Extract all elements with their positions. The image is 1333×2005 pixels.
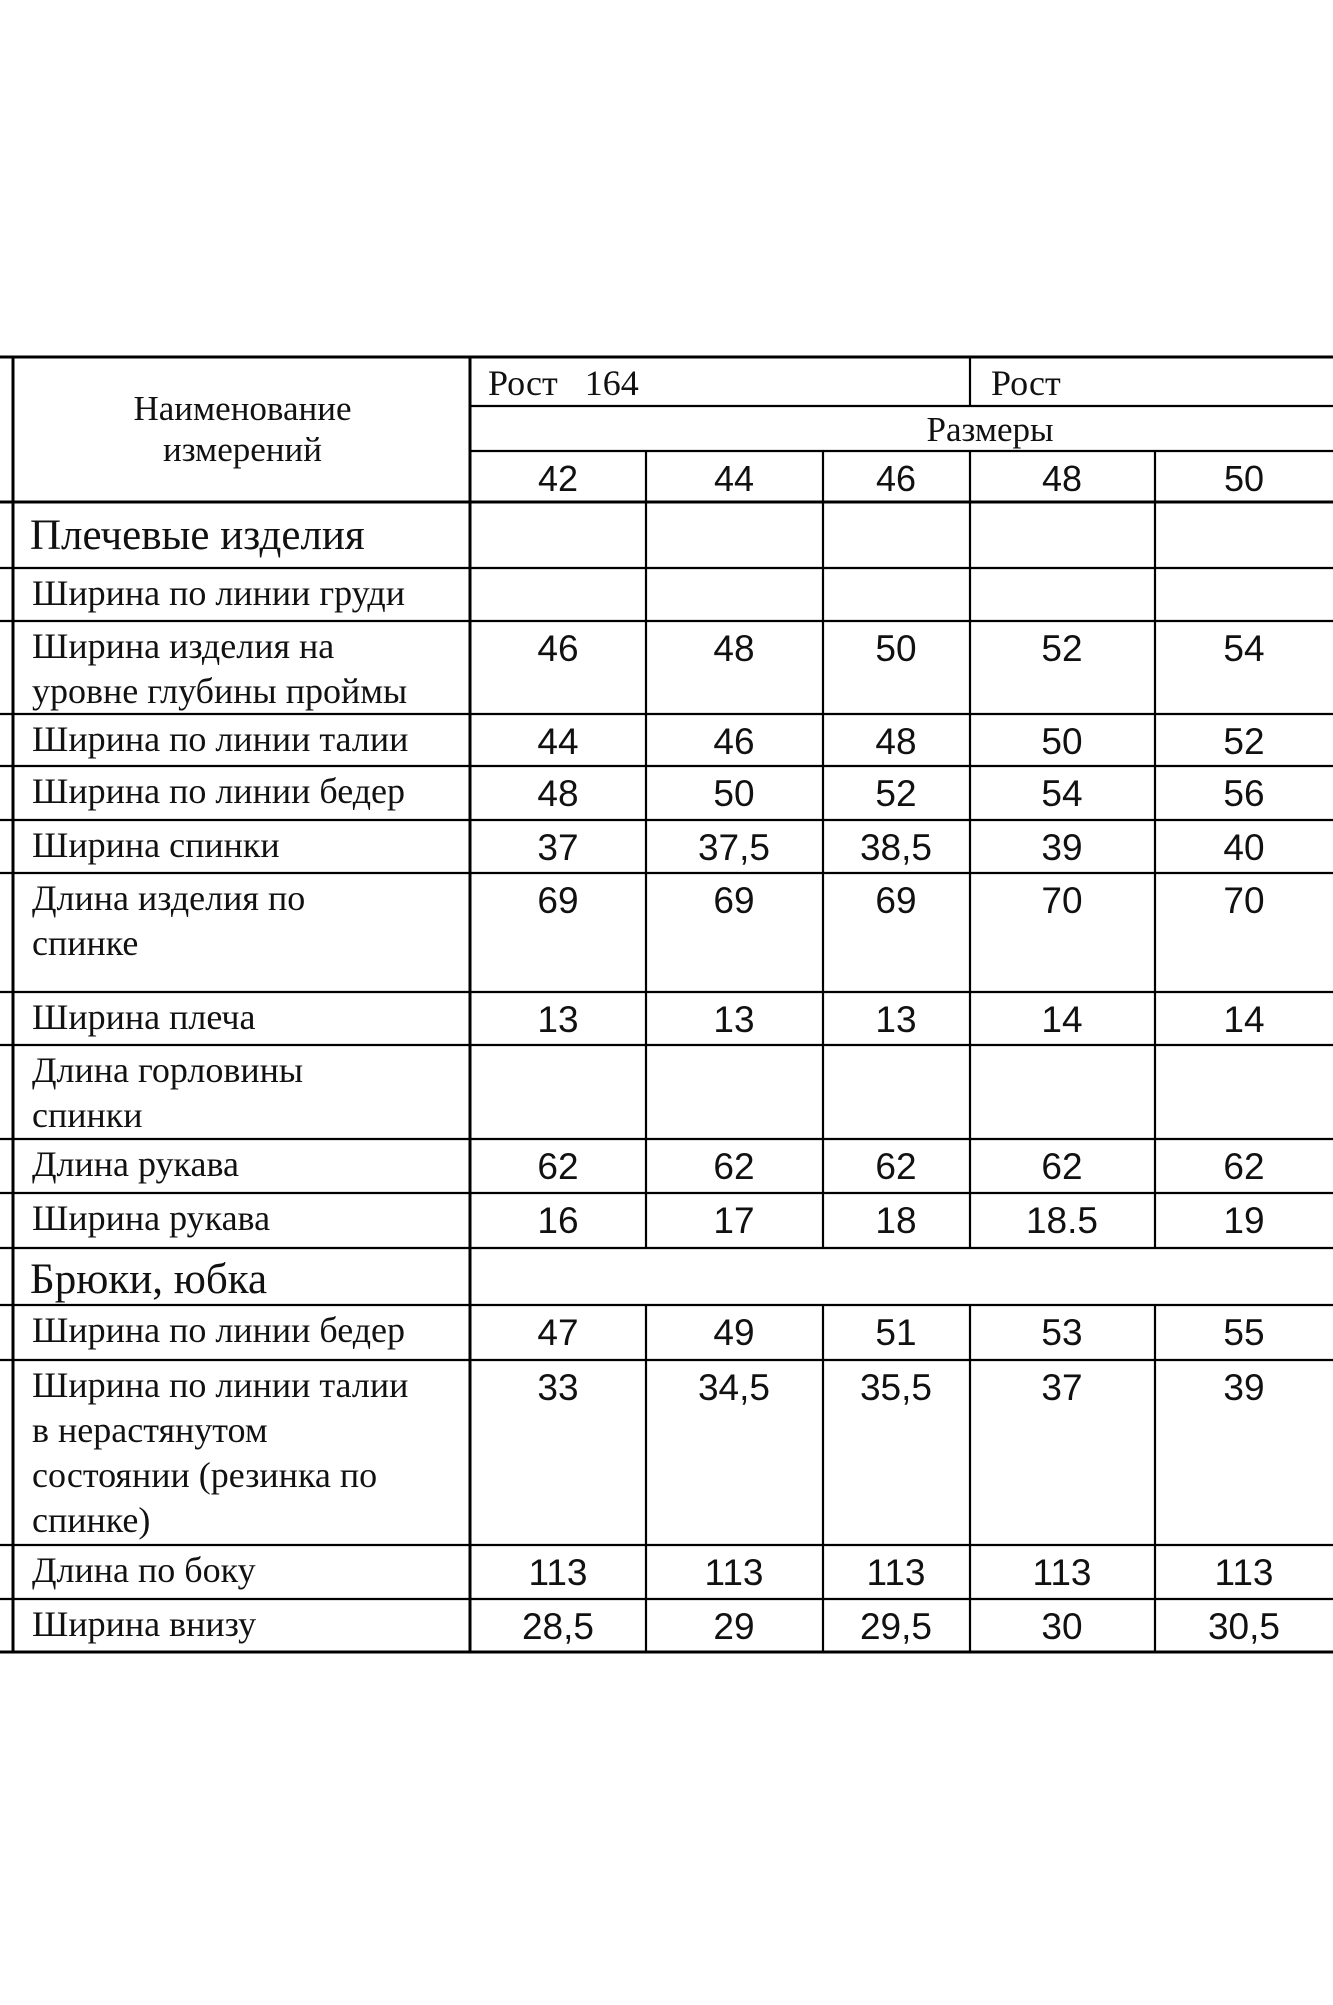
size-value-42: 47: [537, 1312, 579, 1353]
size-value-48: 62: [1041, 1146, 1083, 1187]
measurement-label-line: Ширина по линии бедер: [32, 1310, 406, 1350]
measurement-label-line: спинки: [32, 1095, 143, 1135]
measurement-label: [32, 625, 407, 715]
size-header-42: 42: [537, 458, 579, 499]
measurement-label-line: Ширина по линии талии: [32, 719, 409, 759]
measurement-label: [32, 1364, 408, 1544]
section-title-shoulder-garments: Плечевые изделия: [30, 512, 365, 559]
height-right-label: Рост: [991, 363, 1061, 403]
size-value-50: 113: [1214, 1552, 1274, 1593]
size-value-46: 38,5: [859, 827, 932, 868]
measurement-name-header-line1: Наименование: [133, 389, 352, 428]
measurement-label-line: Длина горловины: [32, 1050, 304, 1090]
size-value-44: 17: [713, 1200, 755, 1241]
measurement-label: [32, 1603, 256, 1648]
size-value-48: 52: [1041, 628, 1083, 669]
measurement-label: [32, 572, 405, 617]
size-value-42: 13: [537, 999, 579, 1040]
measurement-label: [32, 1143, 239, 1188]
measurement-name-header: [70, 388, 415, 471]
measurement-label-line: Ширина изделия на: [32, 626, 335, 666]
size-value-42: 33: [537, 1367, 579, 1408]
measurement-label-line: Ширина плеча: [32, 997, 256, 1037]
size-value-44: 49: [713, 1312, 755, 1353]
size-value-42: 37: [537, 827, 579, 868]
measurement-label-line: Ширина рукава: [32, 1198, 271, 1238]
size-value-46: 50: [875, 628, 917, 669]
size-value-50: 54: [1223, 628, 1265, 669]
size-value-44: 37,5: [697, 827, 770, 868]
measurement-label: [32, 1549, 256, 1594]
size-value-42: 46: [537, 628, 579, 669]
size-value-42: 62: [537, 1146, 579, 1187]
measurement-label: [32, 1197, 270, 1242]
size-value-44: 113: [704, 1552, 764, 1593]
measurement-label-line: спинке): [32, 1500, 151, 1540]
size-value-42: 16: [537, 1200, 579, 1241]
measurement-label-line: Длина по боку: [32, 1550, 256, 1590]
measurement-label: [32, 996, 256, 1041]
size-value-48: 30: [1041, 1606, 1083, 1647]
size-value-46: 113: [866, 1552, 926, 1593]
size-value-48: 53: [1041, 1312, 1083, 1353]
size-value-46: 69: [875, 880, 917, 921]
height-left-label: Рост 164: [488, 363, 639, 403]
measurement-label: [32, 824, 280, 869]
size-value-48: 39: [1041, 827, 1083, 868]
measurement-label-line: Ширина по линии бедер: [32, 771, 406, 811]
measurement-label: [32, 718, 408, 763]
size-value-44: 50: [713, 773, 755, 814]
size-value-50: 70: [1223, 880, 1265, 921]
size-value-50: 52: [1223, 721, 1265, 762]
size-value-50: 39: [1223, 1367, 1265, 1408]
size-value-44: 48: [713, 628, 755, 669]
size-header-50: 50: [1223, 458, 1265, 499]
size-value-48: 14: [1041, 999, 1083, 1040]
size-value-42: 44: [537, 721, 579, 762]
size-value-48: 50: [1041, 721, 1083, 762]
size-value-50: 14: [1223, 999, 1265, 1040]
size-value-44: 62: [713, 1146, 755, 1187]
size-value-44: 46: [713, 721, 755, 762]
measurement-label-line: Длина изделия по: [32, 878, 306, 918]
size-value-48: 54: [1041, 773, 1083, 814]
measurement-label: [32, 877, 305, 967]
size-value-46: 13: [875, 999, 917, 1040]
size-value-42: 69: [537, 880, 579, 921]
sizes-label: Размеры: [926, 410, 1054, 449]
size-value-46: 35,5: [859, 1367, 932, 1408]
measurement-name-header-line2: измерений: [163, 430, 322, 470]
size-value-46: 18: [875, 1200, 917, 1241]
measurement-label-line: спинке: [32, 923, 139, 963]
size-value-46: 51: [875, 1312, 917, 1353]
measurement-label-line: Ширина по линии груди: [32, 573, 405, 613]
measurement-label-line: Ширина спинки: [32, 825, 280, 865]
size-value-46: 48: [875, 721, 917, 762]
measurement-label-line: в нерастянутом: [32, 1410, 268, 1450]
size-value-50: 40: [1223, 827, 1265, 868]
size-value-48: 18.5: [1025, 1200, 1098, 1241]
measurement-label: [32, 1049, 303, 1139]
size-value-48: 37: [1041, 1367, 1083, 1408]
section-title-trousers-skirt: Брюки, юбка: [30, 1256, 268, 1303]
size-value-42: 113: [528, 1552, 588, 1593]
size-value-44: 69: [713, 880, 755, 921]
measurement-label: [32, 770, 405, 815]
size-header-46: 46: [875, 458, 917, 499]
measurement-label-line: Длина рукава: [32, 1144, 239, 1184]
size-value-48: 70: [1041, 880, 1083, 921]
size-value-50: 62: [1223, 1146, 1265, 1187]
size-value-46: 52: [875, 773, 917, 814]
size-value-44: 13: [713, 999, 755, 1040]
size-value-46: 62: [875, 1146, 917, 1187]
measurement-label-line: уровне глубины проймы: [32, 671, 408, 711]
measurement-label-line: Ширина по линии талии: [32, 1365, 409, 1405]
size-header-48: 48: [1041, 458, 1083, 499]
size-value-42: 28,5: [521, 1606, 594, 1647]
measurement-label: [32, 1309, 405, 1354]
size-value-50: 56: [1223, 773, 1265, 814]
size-value-44: 34,5: [697, 1367, 770, 1408]
measurement-label-line: состоянии (резинка по: [32, 1455, 378, 1495]
size-value-50: 30,5: [1207, 1606, 1280, 1647]
size-value-50: 19: [1223, 1200, 1265, 1241]
size-header-44: 44: [713, 458, 755, 499]
size-value-46: 29,5: [859, 1606, 932, 1647]
size-value-48: 113: [1032, 1552, 1092, 1593]
measurement-label-line: Ширина внизу: [32, 1604, 257, 1644]
size-value-44: 29: [713, 1606, 755, 1647]
size-value-42: 48: [537, 773, 579, 814]
size-value-50: 55: [1223, 1312, 1265, 1353]
